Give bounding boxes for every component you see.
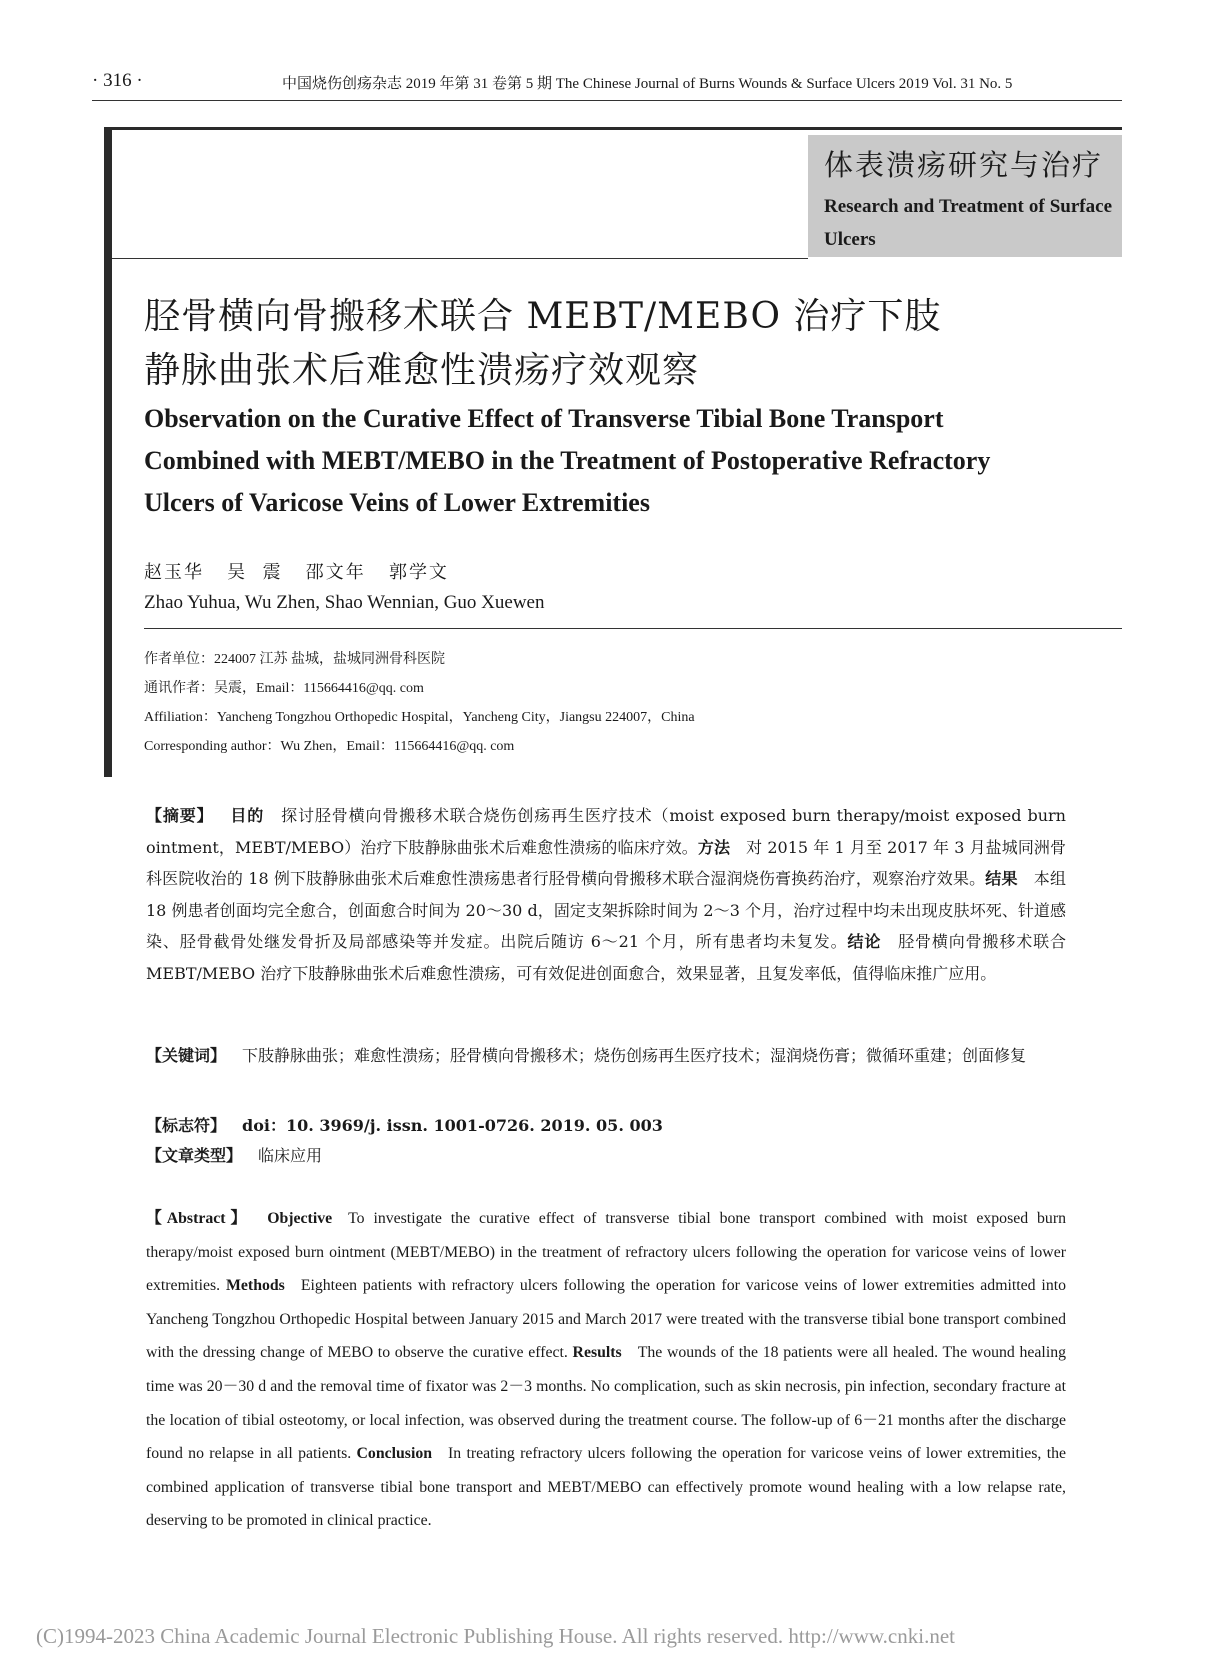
conclusion-text: 胫骨横向骨搬移术联合 MEBT/MEBO 治疗下肢静脉曲张术后难愈性溃疡，可有效促进创面愈合，效果显著，且复发率低，值得临床推广应用。 (146, 932, 1066, 983)
corresponding-author-en: Corresponding author：Wu Zhen，Email：115664416@qq. com (144, 739, 515, 754)
section-box (808, 135, 1122, 257)
results-en-text: The wounds of the 18 patients were all healed. The wound healing time was 20－30 d and the removal time of fixator was 2－3 months. No complication, such as skin necrosis, pin infection, secondary fracture at the location of tibial osteotomy, or local infection, was observed during the treatment course. The follow-up of 6－21 months after the discharge found no relapse in all patients. (146, 1344, 1066, 1463)
authors-en: Zhao Yuhua, Wu Zhen, Shao Wennian, Guo Xuewen (144, 592, 545, 613)
objective-en-text: To investigate the curative effect of transverse tibial bone transport combined with moist exposed burn therapy/moist exposed burn ointment (MEBT/MEBO) in the treatment of refractory ulcers following the operation for varicose veins of lower extremities. (146, 1210, 1066, 1295)
page-number: · 316 · (92, 70, 143, 91)
running-head: 中国烧伤创疡杂志 2019 年第 31 卷第 5 期 The Chinese Journal of Burns Wounds & Surface Ulcers 2019 Vol. 31 No. 5 (282, 76, 1013, 92)
authors-zh: 赵玉华 吴 震 邵文年 郭学文 (144, 562, 449, 583)
abstract-en-label: 【Abstract】 (146, 1210, 252, 1227)
results-text: 本组 18 例患者创面均完全愈合，创面愈合时间为 20～30 d，固定支架拆除时间为 2～3 个月，治疗过程中均未出现皮肤坏死、针道感染、胫骨截骨处继发骨折及局部感染等并发症。出院后随访 6～21 个月，所有患者均未复发。 (146, 869, 1066, 951)
article-type-text: 临床应用 (258, 1146, 323, 1165)
affiliation-en: Affiliation：Yancheng Tongzhou Orthopedic Hospital，Yancheng City，Jiangsu 224007，China (144, 710, 695, 725)
section-title-en: Research and Treatment of Surface Ulcers (824, 196, 1112, 250)
keywords-zh (146, 1040, 1066, 1072)
abstract-en (146, 1202, 1066, 1538)
objective-text: 探讨胫骨横向骨搬移术联合烧伤创疡再生医疗技术（moist exposed burn therapy/moist exposed burn ointment，MEBT/MEBO）治疗下肢静脉曲张术后难愈性溃疡的临床疗效。 (146, 806, 1066, 857)
objective-label: 目的 (229, 806, 265, 825)
objective-en-label: Objective (267, 1210, 333, 1227)
results-label: 结果 (985, 869, 1018, 888)
corresponding-author-zh: 通讯作者：吴震，Email：115664416@qq. com (144, 681, 424, 696)
affiliation-zh: 作者单位：224007 江苏 盐城，盐城同洲骨科医院 (144, 652, 445, 667)
article-type-line (146, 1140, 1066, 1172)
conclusion-label: 结论 (847, 932, 882, 951)
header-rule (92, 100, 1122, 101)
copyright-watermark: (C)1994-2023 China Academic Journal Electronic Publishing House. All rights reserved. http://www.cnki.net (36, 1624, 955, 1648)
methods-en-label: Methods (226, 1277, 285, 1295)
title-en-line: Ulcers of Varicose Veins of Lower Extremities (144, 488, 650, 517)
section-title-zh: 体表溃疡研究与治疗 (824, 148, 1104, 182)
results-en-label: Results (572, 1344, 622, 1362)
conclusion-en-text: In treating refractory ulcers following the operation for varicose veins of lower extremities, the combined application of transverse tibial bone transport and MEBT/MEBO can effectively promote wound healing with a low relapse rate, deserving to be promoted in clinical practice. (146, 1445, 1066, 1530)
doi-text: doi：10. 3969/j. issn. 1001-0726. 2019. 05. 003 (242, 1116, 663, 1135)
methods-label: 方法 (697, 837, 731, 857)
methods-text: 对 2015 年 1 月至 2017 年 3 月盐城同洲骨科医院收治的 18 例下肢静脉曲张术后难愈性溃疡患者行胫骨横向骨搬移术联合湿润烧伤膏换药治疗，观察治疗效果。 (146, 837, 1066, 888)
keywords-text: 下肢静脉曲张；难愈性溃疡；胫骨横向骨搬移术；烧伤创疡再生医疗技术；湿润烧伤膏；微循环重建；创面修复 (242, 1046, 1027, 1065)
abstract-label: 【摘要】 (146, 806, 214, 825)
article-title-en (144, 398, 1094, 524)
methods-en-text: Eighteen patients with refractory ulcers following the operation for varicose veins of lower extremities admitted into Yancheng Tongzhou Orthopedic Hospital between January 2015 and March 2017 were treated with the transverse tibial bone transport combined with the dressing change of MEBO to observe the curative effect. (146, 1277, 1067, 1362)
conclusion-en-label: Conclusion (356, 1445, 433, 1463)
doi-line (146, 1110, 1066, 1142)
frame-left-bar (104, 127, 112, 777)
keywords-label: 【关键词】 (146, 1046, 227, 1065)
article-title-zh (144, 290, 1074, 398)
frame-top-bar (104, 127, 1122, 130)
title-zh-line: 胫骨横向骨搬移术联合 MEBT/MEBO 治疗下肢 (144, 296, 942, 337)
section-rule (112, 258, 808, 259)
article-type-label: 【文章类型】 (146, 1146, 243, 1165)
doi-label: 【标志符】 (146, 1116, 227, 1135)
title-en-line: Observation on the Curative Effect of Transverse Tibial Bone Transport (144, 404, 944, 433)
abstract-zh (146, 800, 1066, 989)
title-en-line: Combined with MEBT/MEBO in the Treatment of Postoperative Refractory (144, 446, 991, 475)
title-zh-line: 静脉曲张术后难愈性溃疡疗效观察 (144, 350, 700, 391)
author-rule (144, 628, 1122, 629)
